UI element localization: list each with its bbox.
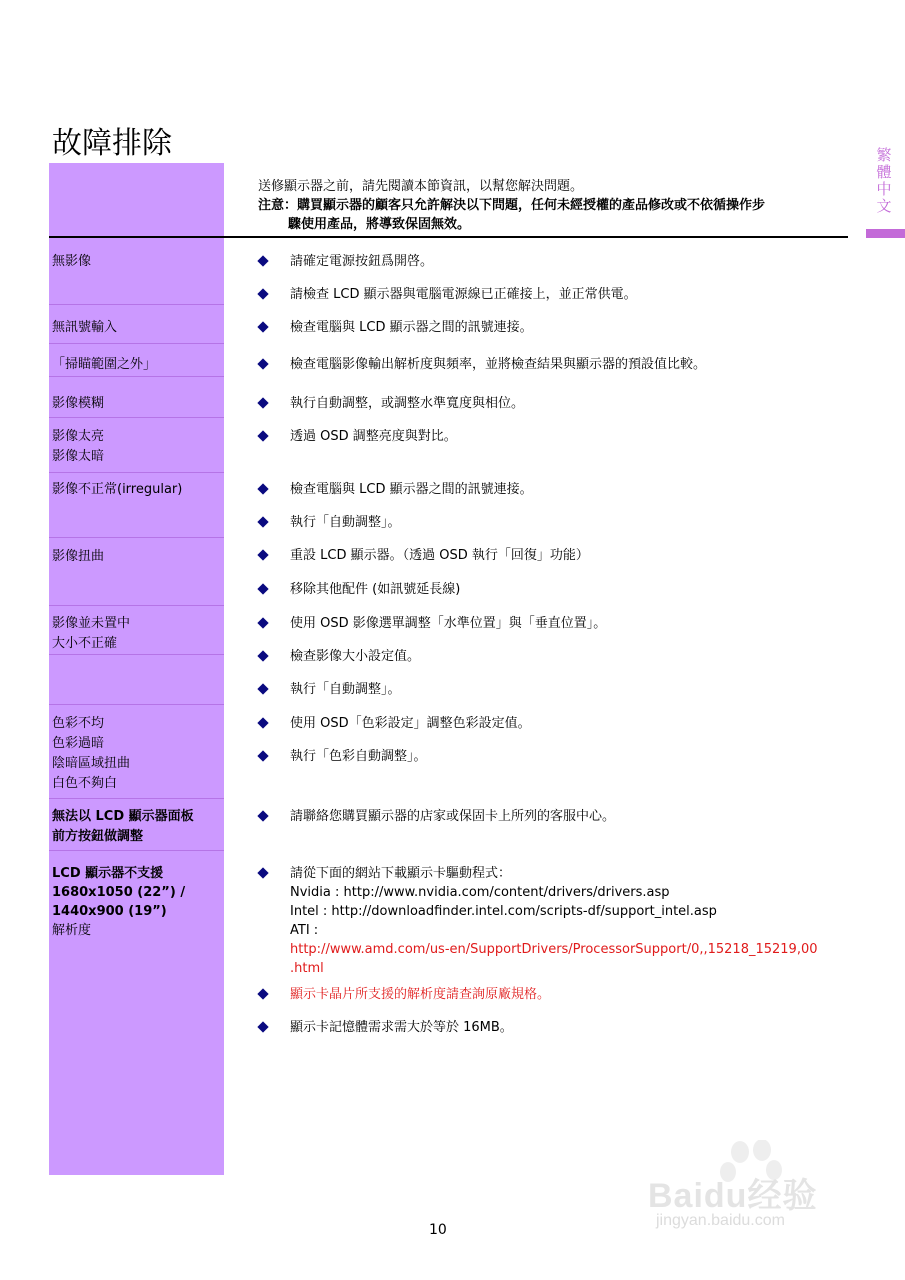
diamond-bullet-icon: [258, 513, 268, 532]
diamond-bullet-icon: [258, 864, 268, 883]
item-text: 檢查電腦與 LCD 顯示器之間的訊號連接。: [290, 320, 533, 335]
side-tab-bar: [866, 229, 905, 238]
row-separator: [49, 343, 224, 344]
row-separator: [49, 654, 224, 655]
label-color-issues: [52, 714, 224, 794]
item-text: 檢查電腦影像輸出解析度與頻率，並將檢查結果與顯示器的預設值比較。: [290, 357, 707, 372]
diamond-bullet-icon: [258, 614, 268, 633]
label-front-buttons-line1: 無法以 LCD 顯示器面板: [52, 809, 194, 824]
diamond-bullet-icon: [258, 427, 268, 446]
diamond-bullet-icon: [258, 1018, 268, 1037]
item-text: 請聯絡您購買顯示器的店家或保固卡上所列的客服中心。: [290, 809, 616, 824]
row-separator: [49, 417, 224, 418]
diamond-bullet-icon: [258, 580, 268, 599]
item-text: 使用 OSD「色彩設定」調整色彩設定值。: [290, 716, 531, 731]
header-rule: [49, 236, 848, 238]
page-number: 10: [429, 1222, 447, 1238]
intro-text: [258, 177, 765, 234]
label-resolution-line4: 解析度: [52, 923, 92, 938]
label-irregular: [52, 480, 224, 500]
label-column-background: [49, 163, 224, 1175]
item-text: 請檢查 LCD 顯示器與電腦電源線已正確接上，並正常供電。: [290, 287, 637, 302]
label-resolution-line1: LCD 顯示器不支援: [52, 866, 164, 881]
label-front-buttons-line2: 前方按鈕做調整: [52, 829, 144, 844]
page-title: 故障排除: [52, 126, 172, 161]
row-separator: [49, 472, 224, 473]
label-resolution-line2: 1680x1050 (22”) /: [52, 885, 186, 900]
list-item-drivers: [258, 864, 848, 974]
watermark-logo: Baidu经验: [648, 1177, 818, 1215]
label-too-bright: 影像太亮: [52, 429, 105, 444]
diamond-bullet-icon: [258, 318, 268, 337]
item-text: 執行「色彩自動調整」。: [290, 749, 427, 764]
item-text: 檢查電腦與 LCD 顯示器之間的訊號連接。: [290, 482, 533, 497]
diamond-bullet-icon: [258, 647, 268, 666]
amd-link[interactable]: http://www.amd.com/us-en/SupportDrivers/ProcessorSupport/0,,15218_15219,00: [290, 942, 818, 957]
language-side-tab: 繁體中文: [876, 146, 892, 215]
row-separator: [49, 537, 224, 538]
watermark-url: jingyan.baidu.com: [656, 1212, 785, 1229]
row-separator: [49, 704, 224, 705]
diamond-bullet-icon: [258, 252, 268, 271]
diamond-bullet-icon: [258, 747, 268, 766]
label-resolution: [52, 864, 224, 940]
nvidia-link[interactable]: Nvidia : http://www.nvidia.com/content/drivers/drivers.asp: [290, 885, 670, 900]
note-line: 注意：購買顯示器的顧客只允許解決以下問題，任何未經授權的產品修改或不依循操作步: [258, 198, 766, 213]
label-too-dark: 影像太暗: [52, 449, 105, 464]
diamond-bullet-icon: [258, 985, 268, 1004]
row-separator: [49, 850, 224, 851]
label-no-signal: 無訊號輸入: [52, 320, 118, 335]
label-position-size: [52, 614, 224, 654]
label-front-buttons: [52, 807, 224, 847]
drivers-intro: 請從下面的網站下載顯示卡驅動程式：: [290, 866, 512, 881]
item-text: 執行「自動調整」。: [290, 515, 401, 530]
diamond-bullet-icon: [258, 714, 268, 733]
label-no-image: 無影像: [52, 254, 92, 269]
diamond-bullet-icon: [258, 680, 268, 699]
diamond-bullet-icon: [258, 546, 268, 565]
intro-line: 送修顯示器之前，請先閱讀本節資訊，以幫您解決問題。: [258, 179, 584, 194]
row-separator: [49, 304, 224, 305]
label-white-not-white: 白色不夠白: [52, 776, 118, 791]
diamond-bullet-icon: [258, 285, 268, 304]
diamond-bullet-icon: [258, 394, 268, 413]
diamond-bullet-icon: [258, 480, 268, 499]
item-text: 顯示卡晶片所支援的解析度請查詢原廠規格。: [290, 987, 551, 1002]
intel-link[interactable]: Intel : http://downloadfinder.intel.com/scripts-df/support_intel.asp: [290, 904, 717, 919]
row-separator: [49, 798, 224, 799]
label-color-dark: 色彩過暗: [52, 736, 105, 751]
ati-label: ATI :: [290, 923, 319, 938]
note-line-continued: 驟使用產品，將導致保固無效。: [288, 217, 471, 232]
diamond-bullet-icon: [258, 807, 268, 826]
item-text: 使用 OSD 影像選單調整「水準位置」與「垂直位置」。: [290, 616, 607, 631]
label-color-uneven: 色彩不均: [52, 716, 105, 731]
item-text: 請確定電源按鈕爲開啓。: [290, 254, 434, 269]
item-text: 顯示卡記憶體需求需大於等於 16MB。: [290, 1020, 513, 1035]
label-distorted: 影像扭曲: [52, 549, 105, 564]
label-irregular-text: 影像不正常(irregular): [52, 482, 183, 497]
row-separator: [49, 376, 224, 377]
item-text: 透過 OSD 調整亮度與對比。: [290, 429, 457, 444]
label-resolution-line3: 1440x900 (19”): [52, 904, 167, 919]
row-separator: [49, 605, 224, 606]
label-not-centered: 影像並未置中: [52, 616, 131, 631]
item-text: 執行自動調整，或調整水準寬度與相位。: [290, 396, 525, 411]
item-text: 重設 LCD 顯示器。（透過 OSD 執行「回復」功能）: [290, 548, 589, 563]
label-shadow-distort: 陰暗區域扭曲: [52, 756, 131, 771]
label-out-of-range: 「掃瞄範圍之外」: [52, 357, 157, 372]
amd-link-continued[interactable]: .html: [290, 961, 324, 976]
label-blurry: 影像模糊: [52, 396, 105, 411]
item-text: 執行「自動調整」。: [290, 682, 401, 697]
item-text: 移除其他配件 (如訊號延長線): [290, 582, 461, 597]
diamond-bullet-icon: [258, 355, 268, 374]
label-size-wrong: 大小不正確: [52, 636, 118, 651]
item-text: 檢查影像大小設定值。: [290, 649, 421, 664]
drivers-text: [290, 864, 850, 978]
label-too-bright-dark: [52, 427, 224, 467]
